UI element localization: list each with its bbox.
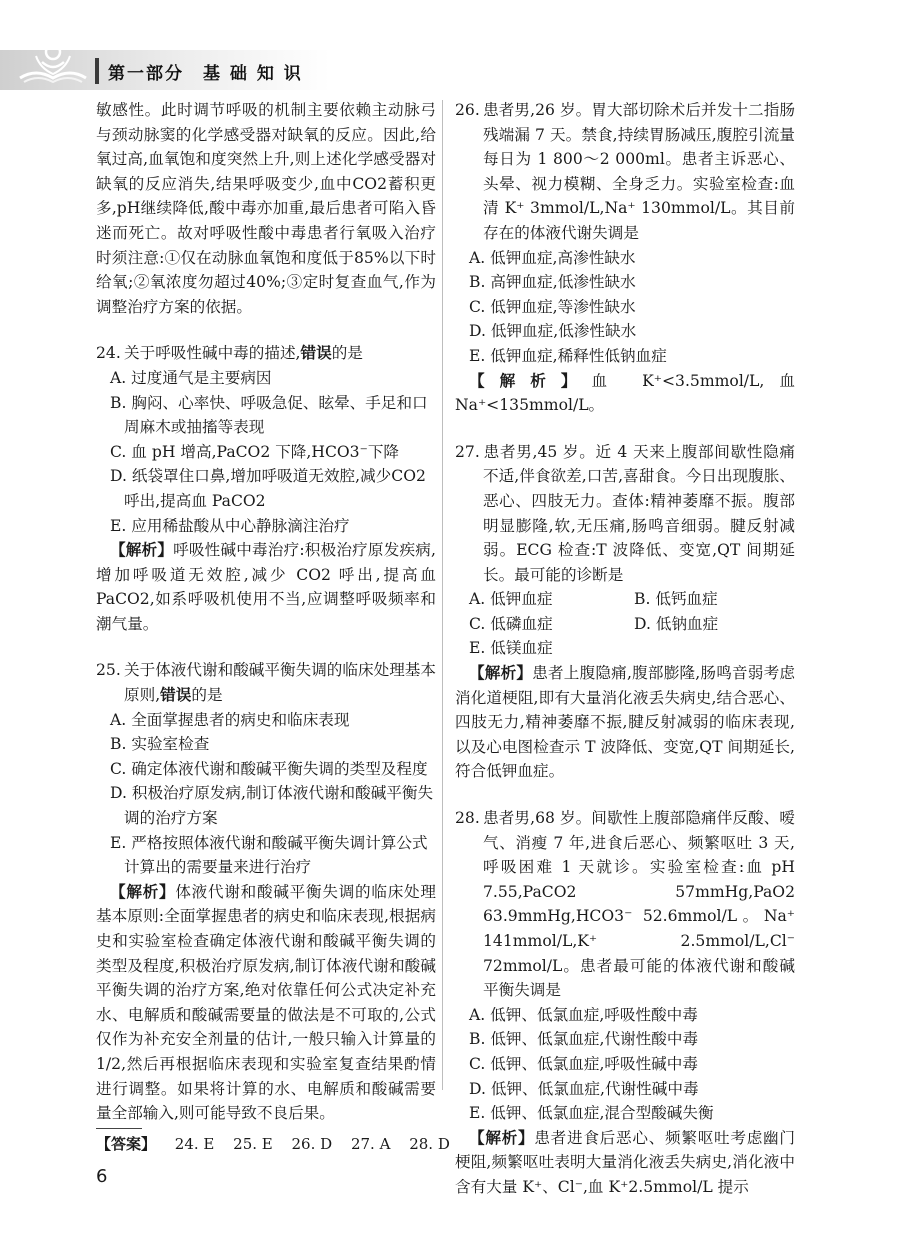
explanation-text: 患者上腹隐痛,腹部膨隆,肠鸣音弱考虑消化道梗阻,即有大量消化液丢失病史,结合恶心、四肢无力,精神萎靡不振,腱反射减弱的临床表现,以及心电图检查示 T 波降低、变宽,QT 间期延长,符合低钾血症。 [455, 664, 795, 781]
option-c: C. 确定体液代谢和酸碱平衡失调的类型及程度 [110, 759, 428, 778]
option-a: A. 全面掌握患者的病史和临床表现 [110, 710, 350, 729]
question-number: 24. [96, 344, 121, 363]
option-e: E. 低钾血症,稀释性低钠血症 [469, 346, 667, 365]
question-stem [96, 341, 436, 366]
option-a: A. 低钾血症,高渗性缺水 [469, 248, 636, 267]
explanation [96, 880, 436, 1126]
options-grid [455, 587, 795, 661]
option-b: B. 低钾、低氯血症,代谢性酸中毒 [469, 1030, 699, 1049]
explanation [96, 538, 436, 636]
option-a: A. 过度通气是主要病因 [110, 368, 272, 387]
option-a: A. 低钾、低氯血症,呼吸性酸中毒 [469, 1005, 698, 1024]
option-d: D. 低钾血症,低渗性缺水 [469, 322, 637, 341]
option-d: D. 低钾、低氯血症,代谢性碱中毒 [469, 1079, 699, 1098]
column-divider [442, 100, 443, 1090]
right-column [455, 98, 795, 1200]
page-header [0, 0, 900, 100]
explanation [455, 369, 795, 418]
explanation [455, 1126, 795, 1200]
question-stem [96, 658, 436, 707]
explanation-tag: 【解析】 [110, 541, 174, 560]
option-c: C. 低磷血症 [469, 614, 553, 633]
question-26 [455, 98, 795, 418]
option-e: E. 应用稀盐酸从中心静脉滴注治疗 [110, 516, 350, 535]
answer-key [96, 1133, 464, 1154]
question-number: 27. [455, 442, 480, 461]
page-number: 6 [96, 1166, 108, 1187]
stem-text: 关于体液代谢和酸碱平衡失调的临床处理基本原则, [124, 661, 436, 705]
explanation-tag: 【解析】 [469, 664, 533, 683]
question-stem [455, 806, 795, 1003]
option-e: E. 严格按照体液代谢和酸碱平衡失调计算公式计算出的需要量来进行治疗 [110, 833, 428, 877]
question-28 [455, 806, 795, 1200]
stem-emphasis: 错误 [160, 685, 192, 705]
option-c: C. 血 pH 增高,PaCO2 下降,HCO3⁻下降 [110, 442, 400, 461]
question-stem [455, 440, 795, 588]
option-d: D. 积极治疗原发病,制订体液代谢和酸碱平衡失调的治疗方案 [110, 784, 434, 828]
stem-text: 患者男,68 岁。间歇性上腹部隐痛伴反酸、嗳气、消瘦 7 年,进食后恶心、频繁呕吐 3 天,呼吸困难 1 天就诊。实验室检查:血 pH 7.55,PaCO2 57mmHg,PaO2 63.9mmHg,HCO3⁻ 52.6mmol/L。Na⁺ 141mmol/L,K⁺ 2.5mmol/L,Cl⁻ 72mmol/L。患者最可能的体液代谢和酸碱平衡失调是 [483, 809, 795, 1000]
option-b: B. 低钙血症 [634, 590, 718, 609]
stem-text: 患者男,26 岁。胃大部切除术后并发十二指肠残端漏 7 天。禁食,持续胃肠减压,腹腔引流量每日为 1 800～2 000ml。患者主诉恶心、头晕、视力模糊、全身乏力。实验室检查:血清 K⁺ 3mmol/L,Na⁺ 130mmol/L。其目前存在的体液代谢失调是 [483, 101, 795, 242]
option-b: B. 胸闷、心率快、呼吸急促、眩晕、手足和口周麻木或抽搐等表现 [110, 393, 428, 437]
explanation-tag: 【解析】 [110, 882, 176, 901]
header-divider-bar [95, 58, 99, 84]
stem-text-end: 的是 [191, 686, 223, 705]
option-b: B. 实验室检查 [110, 735, 210, 754]
stem-text: 患者男,45 岁。近 4 天来上腹部间歇性隐痛不适,伴食欲差,口苦,喜甜食。今日出现腹胀、恶心、四肢无力。查体:精神萎靡不振。腹部明显膨隆,软,无压痛,肠鸣音细弱。腱反射减弱。ECG 检查:T 波降低、变宽,QT 间期延长。最可能的诊断是 [483, 442, 795, 584]
question-number: 28. [455, 809, 480, 828]
question-25 [96, 658, 436, 1125]
option-e: E. 低镁血症 [469, 639, 553, 658]
option-d: D. 纸袋罩住口鼻,增加呼吸道无效腔,减少CO2呼出,提高血 PaCO2 [110, 467, 426, 510]
answer-item: 27. A [350, 1135, 391, 1153]
stem-text-end: 的是 [331, 344, 363, 363]
explanation-text: 血 K⁺<3.5mmol/L,血 Na⁺<135mmol/L。 [455, 371, 795, 415]
footnote-rule [96, 1128, 142, 1129]
explanation-text: 体液代谢和酸碱平衡失调的临床处理基本原则:全面掌握患者的病史和临床表现,根据病史和实验室检查确定体液代谢和酸碱平衡失调的类型及程度,积极治疗原发病,制订体液代谢和酸碱平衡失调的治疗方案,绝对依靠任何公式决定补充水、电解质和酸碱需要量的做法是不可取的,公式仅作为补充安全剂量的估计,一般只输入计算量的1/2,然后再根据临床表现和实验室复查结果酌情进行调整。如果将计算的水、电解质和酸碱需要量全部输入,则可能导致不良后果。 [96, 882, 436, 1123]
answer-item: 24. E [174, 1135, 215, 1153]
stem-text: 关于呼吸性碱中毒的描述, [124, 344, 301, 363]
explanation-text: 呼吸性碱中毒治疗:积极治疗原发疾病,增加呼吸道无效腔,减少 CO2 呼出,提高血 PaCO2,如系呼吸机使用不当,应调整呼吸频率和潮气量。 [96, 541, 436, 633]
question-number: 25. [96, 661, 121, 680]
option-e: E. 低钾、低氯血症,混合型酸碱失衡 [469, 1104, 714, 1123]
explanation [455, 661, 795, 784]
answer-key-tag: 【答案】 [96, 1135, 157, 1153]
explanation-tag: 【解析】 [469, 1128, 535, 1147]
question-stem [455, 98, 795, 246]
answer-item: 28. D [409, 1135, 450, 1153]
option-d: D. 低钠血症 [634, 614, 719, 633]
explanation-text: 患者进食后恶心、频繁呕吐考虑幽门梗阻,频繁呕吐表明大量消化液丢失病史,消化液中含有大量 K⁺、Cl⁻,血 K⁺2.5mmol/L 提示 [455, 1128, 795, 1196]
explanation-tag: 【解析】 [469, 371, 592, 390]
option-a: A. 低钾血症 [469, 590, 553, 609]
book-logo-icon [14, 38, 92, 90]
question-number: 26. [455, 101, 480, 119]
option-c: C. 低钾血症,等渗性缺水 [469, 297, 636, 316]
continued-paragraph: 敏感性。此时调节呼吸的机制主要依赖主动脉弓与颈动脉窦的化学感受器对缺氧的反应。因此,给氧过高,血氧饱和度突然上升,则上述化学感受器对缺氧的反应消失,结果呼吸变少,血中CO2蓄积更多,pH继续降低,酸中毒亦加重,最后患者可陷入昏迷而死亡。故对呼吸性酸中毒患者行氧吸入治疗时须注意:①仅在动脉血氧饱和度低于85%以下时给氧;②氧浓度勿超过40%;③定时复查血气,作为调整治疗方案的依据。 [96, 101, 436, 316]
stem-emphasis: 错误 [300, 343, 332, 363]
left-column [96, 98, 436, 1126]
answer-item: 26. D [291, 1135, 333, 1153]
option-b: B. 高钾血症,低渗性缺水 [469, 273, 636, 292]
option-c: C. 低钾、低氯血症,呼吸性碱中毒 [469, 1054, 698, 1073]
section-title: 第一部分 基 础 知 识 [108, 64, 303, 84]
question-27 [455, 440, 795, 784]
answer-item: 25. E [233, 1135, 273, 1153]
question-24 [96, 341, 436, 636]
